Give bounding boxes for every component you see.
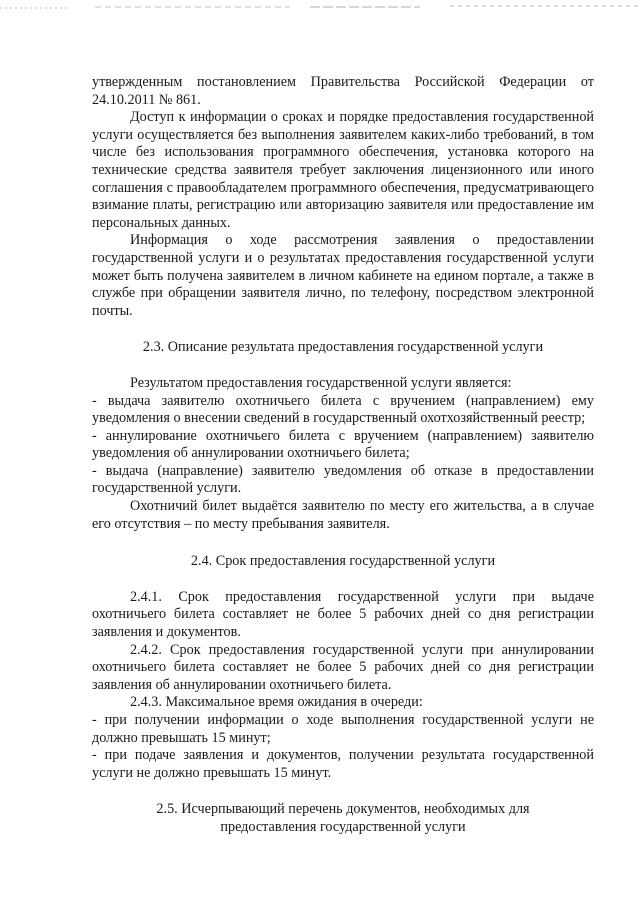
paragraph-access: Доступ к информации о сроках и порядке предоставления государственной услуги осуществляется без выполнения заявителем каких-либо требований, в том числе без использования программного обеспечения, установка которого на технические средства заявителя требует заключения лицензионного или иного соглашения с правообладателем программного обеспечения, предусматривающего взимание платы, регистрацию или авторизацию заявителя или предоставление им персональных данных.	[92, 109, 594, 231]
section-2-3-intro: Результатом предоставления государственной услуги является:	[130, 374, 512, 391]
section-2-5-heading-line1: 2.5. Исчерпывающий перечень документов, необходимых для	[156, 801, 530, 818]
section-2-4-heading: 2.4. Срок предоставления государственной услуги	[190, 553, 496, 570]
scan-top-edge	[0, 2, 640, 12]
list-item: - при получении информации о ходе выполнения государственной услуги не должно превышать 15 минут;	[92, 712, 594, 746]
list-item: - аннулирование охотничьего билета с вручением (направлением) заявителю уведомления об аннулировании охотничьего билета;	[92, 427, 594, 462]
document-page	[92, 74, 594, 837]
list-item: - при подаче заявления и документов, получении результата государственной услуги не должно превышать 15 минут.	[92, 747, 594, 781]
paragraph-info: Информация о ходе рассмотрения заявления о предоставлении государственной услуги и о результатах предоставления государственной услуги может быть получена заявителем в личном кабинете на едином портале, а также в службе при обращении заявителя лично, по телефону, посредством электронной почты.	[92, 232, 594, 319]
section-2-5-heading-line2: предоставления государственной услуги	[220, 818, 466, 835]
section-2-4-2: 2.4.2. Срок предоставления государственной услуги при аннулировании охотничьего билета составляет не более 5 рабочих дней со дня регистрации заявления об аннулировании охотничьего билета.	[92, 641, 594, 693]
section-2-4-3: 2.4.3. Максимальное время ожидания в очереди:	[130, 694, 423, 711]
list-item: - выдача заявителю охотничьего билета с вручением (направлением) ему уведомления о внесении сведений в государственный охотхозяйственный реестр;	[92, 392, 594, 427]
section-2-3-closing: Охотничий билет выдаётся заявителю по месту его жительства, а в случае его отсутствия – по месту пребывания заявителя.	[92, 498, 594, 532]
paragraph-continuation: утвержденным постановлением Правительства Российской Федерации от 24.10.2011 № 861.	[92, 74, 594, 108]
section-2-3-heading: 2.3. Описание результата предоставления государственной услуги	[142, 339, 544, 356]
list-item: - выдача (направление) заявителю уведомления об отказе в предоставлении государственной услуги.	[92, 462, 594, 497]
section-2-4-1: 2.4.1. Срок предоставления государственной услуги при выдаче охотничьего билета составляет не более 5 рабочих дней со дня регистрации заявления и документов.	[92, 588, 594, 641]
